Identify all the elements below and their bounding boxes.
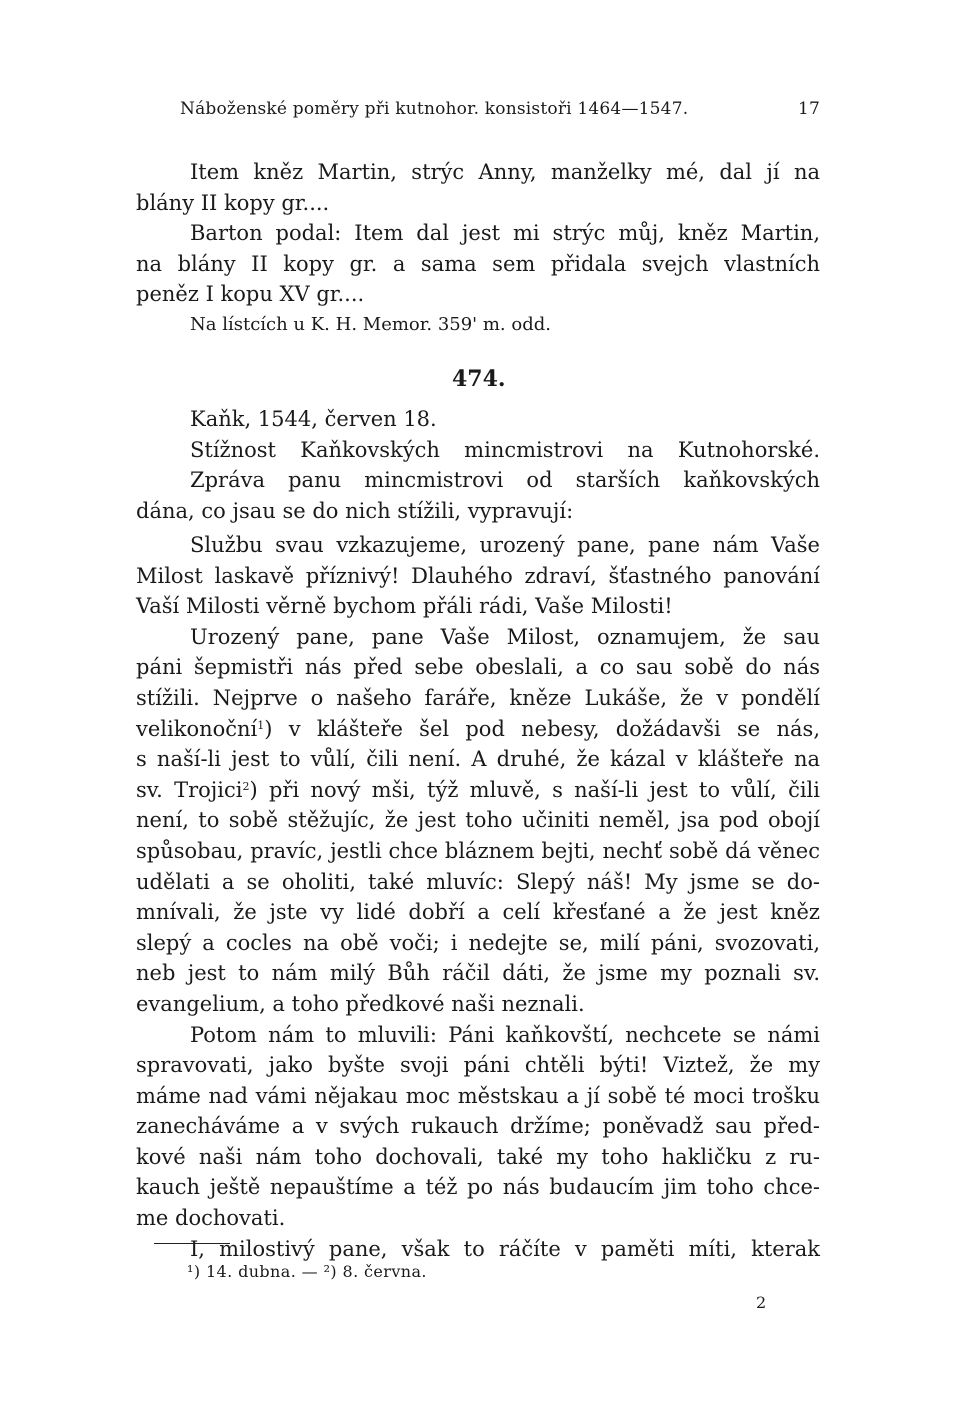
text-line: peněz I kopu XV gr....: [136, 282, 365, 307]
body-line: páni šepmistři nás před sebe obeslali, a co sau sobě do nás: [136, 655, 820, 680]
regest-line: Zpráva panu mincmistrovi od starších kaňkovských: [190, 468, 820, 493]
signature-mark: 2: [756, 1293, 767, 1312]
body-line: zanecháváme a v svých rukauch držíme; poněvadž sau před-: [136, 1114, 820, 1139]
page-number: 17: [797, 99, 820, 119]
body-line: me dochovati.: [136, 1206, 286, 1231]
regest-line: Stížnost Kaňkovských mincmistrovi na Kutnohorské.: [190, 437, 820, 462]
running-header: [180, 99, 820, 119]
body-line-part: ) v klášteře šel pod nebesy, dožádavši se nás,: [264, 716, 820, 741]
document-heading: [136, 404, 820, 526]
body-line: není, to sobě stěžujíc, že jest toho učiniti neměl, jsa pod obojí: [136, 808, 820, 833]
source-note: [136, 310, 820, 341]
body-line: Milost laskavě příznivý! Dlauhého zdraví, šťastného panování: [136, 563, 820, 588]
body-line-part: velikonoční: [136, 716, 258, 741]
body-line: spravovati, jako byšte svoji páni chtěli býti! Viztež, že my: [136, 1053, 820, 1078]
body-line: neb jest to nám milý Bůh ráčil dáti, že jsme my poznali sv.: [136, 961, 820, 986]
regest-line: dána, co jsau se do nich stížili, vypravují:: [136, 498, 574, 523]
body-line: Potom nám to mluvili: Páni kaňkovští, nechcete se námi: [190, 1022, 820, 1047]
body-line-part: ) při nový mši, týž mluvě, s naší-li jest to vůlí, čili: [249, 777, 820, 802]
footnote-separator: [154, 1243, 230, 1244]
body-line: s naší-li jest to vůlí, čili není. A druhé, že kázal v klášteře na: [136, 747, 820, 772]
text-line: na blány II kopy gr. a sama sem přidala svejch vlastních: [136, 251, 820, 276]
body-line: [136, 775, 820, 806]
document-body: [136, 530, 820, 1264]
body-line: kauch ještě nepauštíme a též po nás budaucím jim toho chce-: [136, 1175, 820, 1200]
previous-entry: [136, 157, 820, 310]
footnote-mark: 2: [242, 779, 250, 793]
text-line: Barton podal: Item dal jest mi strýc můj, kněz Martin,: [190, 221, 820, 246]
source-note-text: Na lístcích u K. H. Memor. 359' m. odd.: [190, 314, 551, 335]
body-line: Vaší Milosti věrně bychom přáli rádi, Vaše Milosti!: [136, 594, 673, 619]
place-date: Kaňk, 1544, červen 18.: [190, 407, 437, 431]
body-line: máme nad vámi nějakau moc městskau a jí sobě té moci trošku: [136, 1083, 820, 1108]
text-line: Item kněz Martin, strýc Anny, manželky mé, dal jí na: [190, 160, 820, 184]
body-line: I, milostivý pane, však to ráčíte v paměti míti, kterak: [190, 1236, 820, 1261]
document-number: 474.: [452, 366, 506, 392]
body-line-part: sv. Trojici: [136, 777, 243, 802]
running-title: Náboženské poměry při kutnohor. konsistoři 1464—1547.: [180, 99, 689, 119]
body-line: udělati a se oholiti, také mluvíc: Slepý náš! My jsme se do-: [136, 869, 820, 894]
body-line: spůsobau, pravíc, jestli chce bláznem bejti, nechť sobě dá věnec: [136, 838, 820, 863]
body-line: kové naši nám toho dochovali, také my toho hakličku z ru-: [136, 1144, 820, 1169]
body-line: evangelium, a toho předkové naši neznali.: [136, 991, 585, 1016]
text-line: blány II kopy gr....: [136, 190, 330, 215]
body-line: mnívali, že jste vy lidé dobří a celí křesťané a že jest kněz: [136, 900, 820, 925]
footnote-mark: 1: [257, 718, 265, 732]
body-line: Urozený pane, pane Vaše Milost, oznamujem, že sau: [190, 624, 820, 649]
body-line: slepý a cocles na obě voči; i nedejte se, milí páni, svozovati,: [136, 930, 820, 955]
body-line: [136, 714, 820, 745]
body-line: Službu svau vzkazujeme, urozený pane, pane nám Vaše: [190, 533, 820, 557]
body-line: stížili. Nejprve o našeho faráře, kněze Lukáše, že v pondělí: [136, 685, 820, 710]
footnotes: ¹) 14. dubna. — ²) 8. června.: [187, 1262, 427, 1281]
